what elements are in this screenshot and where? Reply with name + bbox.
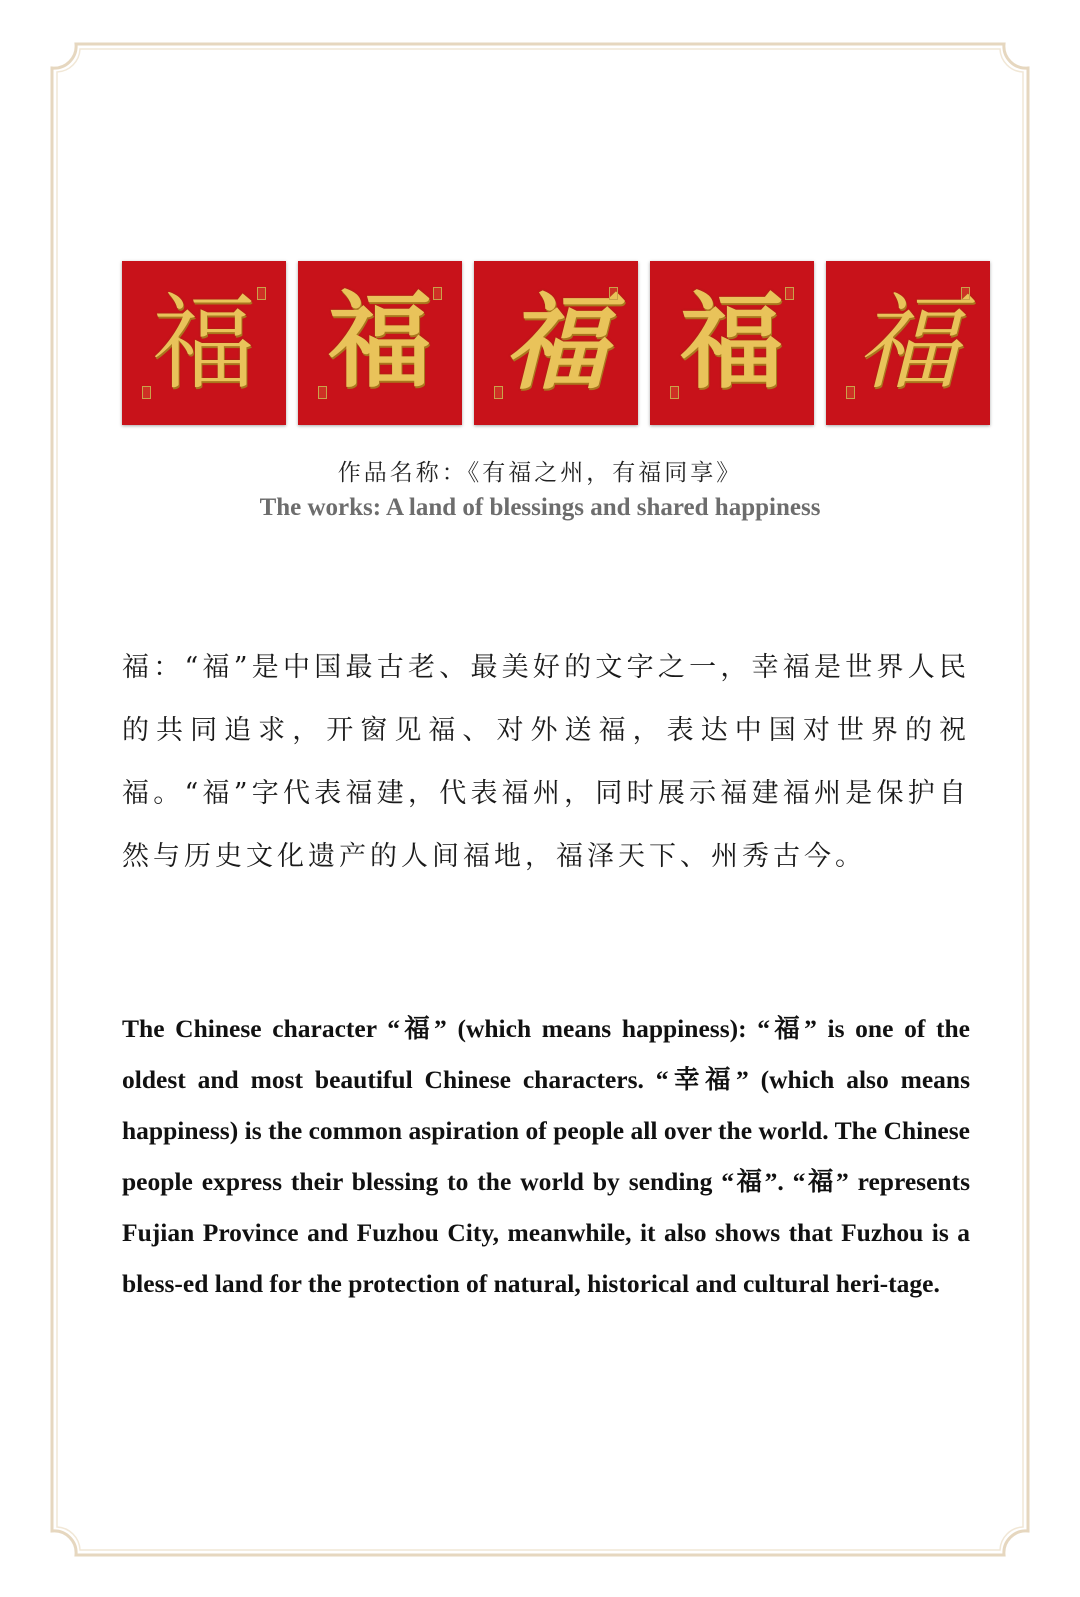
fu-tile-character: 福: [151, 282, 256, 404]
seal-stamp-icon: [257, 287, 266, 300]
fu-tile-5: [826, 261, 990, 425]
fu-artwork-tiles: [122, 261, 990, 425]
seal-stamp-icon: [433, 287, 442, 300]
fu-tile-character: 福: [327, 285, 432, 400]
seal-stamp-icon: [318, 386, 327, 399]
fu-tile-3: [474, 261, 638, 425]
fu-tile-character: 福: [855, 282, 960, 404]
seal-stamp-icon: [609, 287, 618, 300]
seal-stamp-icon: [494, 386, 503, 399]
fu-tile-4: [650, 261, 814, 425]
seal-stamp-icon: [961, 287, 970, 300]
caption-english: The works: A land of blessings and shared happiness: [259, 494, 821, 521]
fu-tile-character: 福: [679, 285, 784, 401]
caption-chinese: 作品名称：《有福之州，有福同享》: [337, 460, 743, 486]
seal-stamp-icon: [846, 386, 855, 399]
seal-stamp-icon: [785, 287, 794, 300]
fu-tile-2: [298, 261, 462, 425]
fu-tile-1: [122, 261, 286, 425]
description-english: The Chinese character “福” (which means happiness): “福” is one of the oldest and most beautiful Chinese characters. “幸福” (which also means happiness) is the common aspiration of people all over the world. The Chinese people express their blessing to the world by sending “福”. “福” represents Fujian Province and Fuzhou City, meanwhile, it also shows that Fuzhou is a bless-ed land for the protection of natural, historical and cultural heri-tage.: [122, 1014, 970, 1298]
seal-stamp-icon: [670, 386, 679, 399]
description-chinese: 福：“福”是中国最古老、最美好的文字之一，幸福是世界人民的共同追求，开窗见福、对外送福，表达中国对世界的祝福。“福”字代表福建，代表福州，同时展示福建福州是保护自然与历史文化遗产的人间福地，福泽天下、州秀古今。: [122, 652, 970, 872]
fu-tile-character: 福: [503, 281, 608, 404]
seal-stamp-icon: [142, 386, 151, 399]
